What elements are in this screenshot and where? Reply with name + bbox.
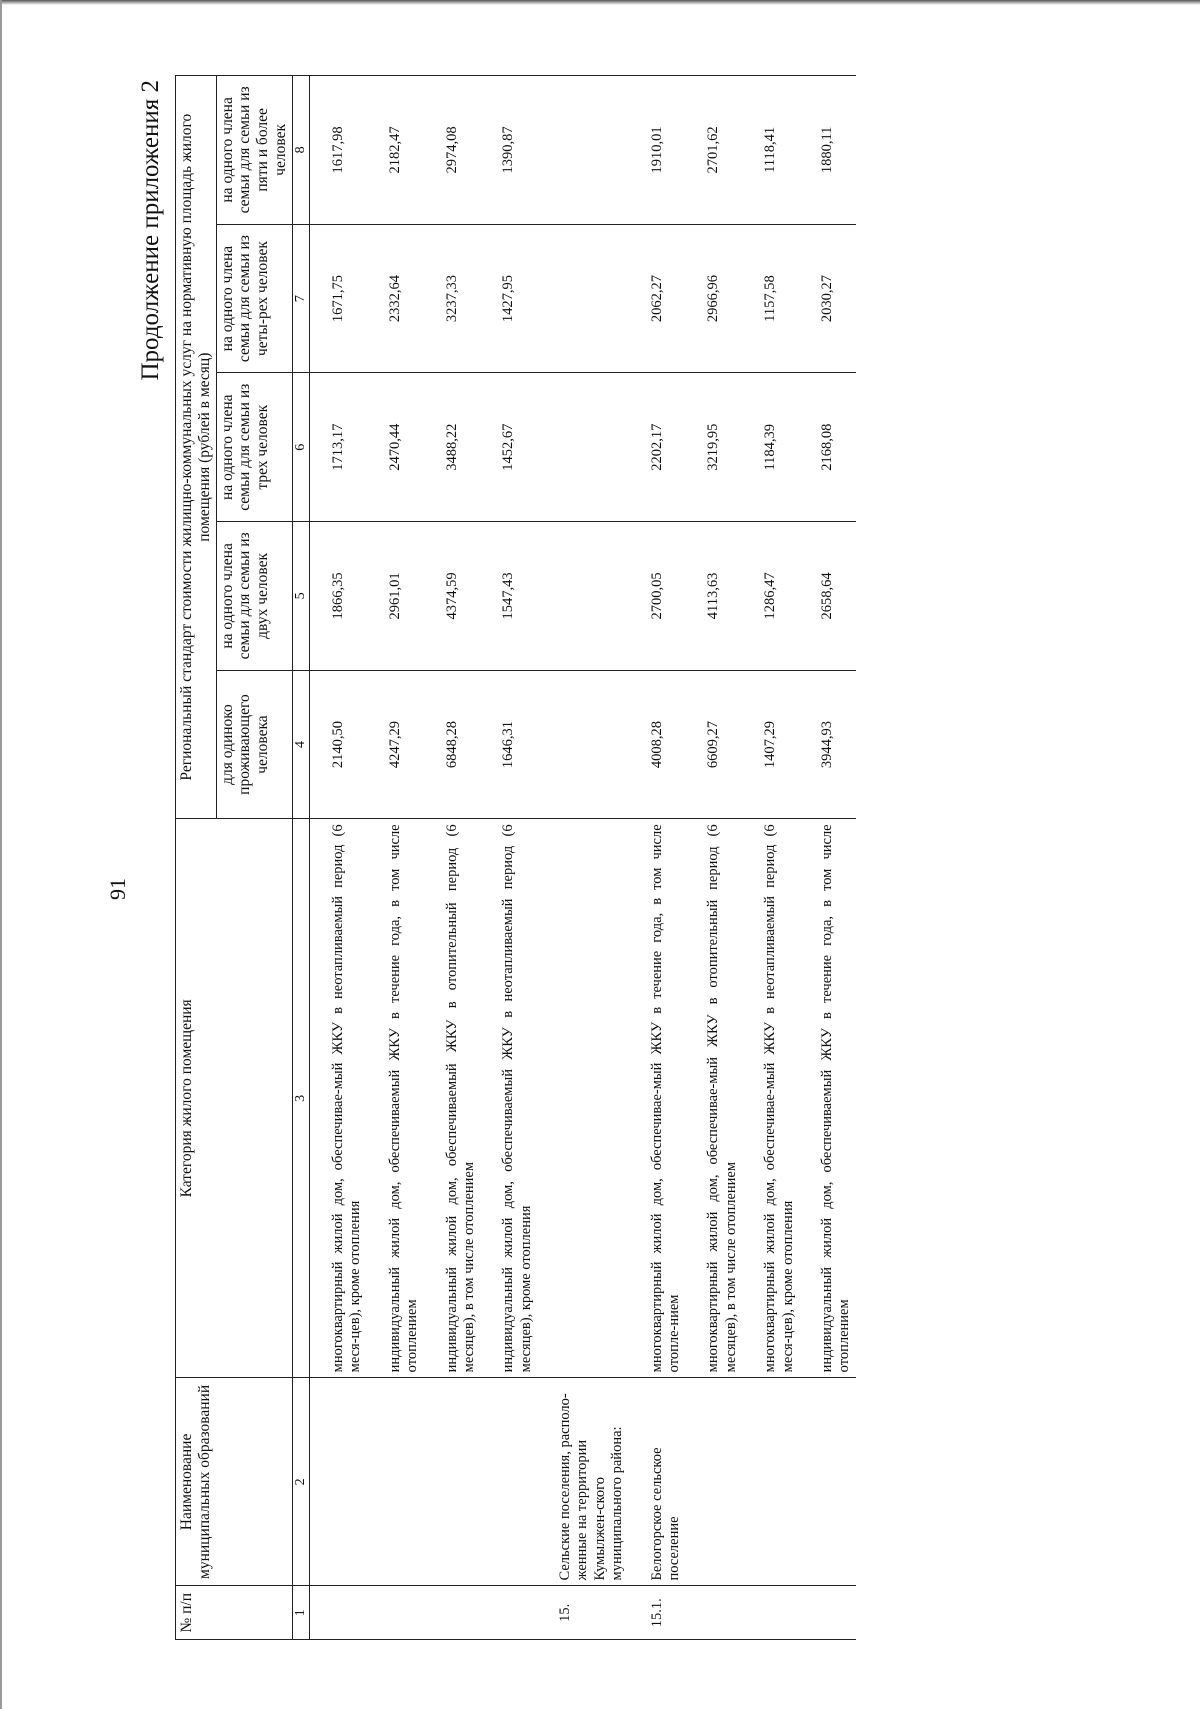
- value-single: 4247,29: [385, 670, 424, 819]
- page-number: 91: [105, 878, 130, 900]
- value-two: [555, 522, 629, 671]
- header-sub-2: на одного члена семьи для семьи из двух человек: [216, 522, 292, 671]
- row-category: индивидуальный жилой дом, обеспечиваемый ЖКУ в отопительный период (6 месяцев), в том числе отоплением: [442, 819, 481, 1378]
- row-name: [385, 1378, 424, 1586]
- value-three: 3488,22: [442, 373, 481, 522]
- value-four: 1157,58: [760, 224, 799, 373]
- row-num: 15.1.: [647, 1586, 686, 1640]
- row-name: [817, 1378, 856, 1586]
- table-row: [760, 76, 799, 1640]
- value-five-plus: 1910,01: [647, 76, 686, 225]
- row-category: индивидуальный жилой дом, обеспечиваемый ЖКУ в течение года, в том числе отоплением: [817, 819, 856, 1378]
- appendix-title: Продолжение приложения 2: [137, 80, 164, 381]
- value-five-plus: 1617,98: [328, 76, 367, 225]
- row-category: многоквартирный жилой дом, обеспечивае-мый ЖКУ в течение года, в том числе отопле-нием: [647, 819, 686, 1378]
- value-single: 4008,28: [647, 670, 686, 819]
- table-row: [555, 76, 629, 1640]
- table-header: [176, 76, 310, 1640]
- row-name: [442, 1378, 481, 1586]
- row-name: [760, 1378, 799, 1586]
- row-num: 15.: [555, 1586, 629, 1640]
- value-single: 1407,29: [760, 670, 799, 819]
- value-two: 2700,05: [647, 522, 686, 671]
- table-row: [328, 76, 367, 1640]
- column-number: 2: [292, 1378, 309, 1586]
- value-four: 3237,33: [442, 224, 481, 373]
- rotated-page: [75, 40, 1125, 1660]
- value-four: 2030,27: [817, 224, 856, 373]
- column-number: 7: [292, 224, 309, 373]
- value-single: 6848,28: [442, 670, 481, 819]
- header-sub-1: для одиноко проживающего человека: [216, 670, 292, 819]
- table-body: [309, 76, 855, 1640]
- column-number: 5: [292, 522, 309, 671]
- table-row: [817, 76, 856, 1640]
- header-sub-5: на одного члена семьи для семьи из пяти и более человек: [216, 76, 292, 225]
- row-category: многоквартирный жилой дом, обеспечивае-мый ЖКУ в неотапливаемый период (6 меся-цев), кроме отопления: [760, 819, 799, 1378]
- value-five-plus: 1118,41: [760, 76, 799, 225]
- value-three: 3219,95: [703, 373, 742, 522]
- value-single: 6609,27: [703, 670, 742, 819]
- table-row: [647, 76, 686, 1640]
- row-category: индивидуальный жилой дом, обеспечиваемый ЖКУ в течение года, в том числе отоплением: [385, 819, 424, 1378]
- value-five-plus: 1390,87: [498, 76, 537, 225]
- value-three: 1713,17: [328, 373, 367, 522]
- row-name: [703, 1378, 742, 1586]
- row-category: индивидуальный жилой дом, обеспечиваемый ЖКУ в неотапливаемый период (6 месяцев), кроме отопления: [498, 819, 537, 1378]
- row-num: [385, 1586, 424, 1640]
- header-sub-4: на одного члена семьи для семьи из четы-рех человек: [216, 224, 292, 373]
- table-row: [703, 76, 742, 1640]
- row-name: [328, 1378, 367, 1586]
- value-four: 2062,27: [647, 224, 686, 373]
- value-five-plus: 1880,11: [817, 76, 856, 225]
- column-number-row: [292, 76, 309, 1640]
- row-num: [328, 1586, 367, 1640]
- row-name: Сельские поселения, располо-женные на территории Кумылжен-ского муниципального района:: [555, 1378, 629, 1586]
- value-three: 2202,17: [647, 373, 686, 522]
- header-category: Категория жилого помещения: [176, 819, 293, 1378]
- scan-edge-left: [0, 0, 2, 1709]
- value-two: 1286,47: [760, 522, 799, 671]
- table-row: [498, 76, 537, 1640]
- value-four: 1671,75: [328, 224, 367, 373]
- value-three: 2168,08: [817, 373, 856, 522]
- value-two: 4113,63: [703, 522, 742, 671]
- row-num: [817, 1586, 856, 1640]
- row-num: [760, 1586, 799, 1640]
- table-row: [385, 76, 424, 1640]
- value-three: 1184,39: [760, 373, 799, 522]
- header-sub-3: на одного члена семьи для семьи из трех человек: [216, 373, 292, 522]
- value-five-plus: [555, 76, 629, 225]
- value-three: [555, 373, 629, 522]
- value-three: 1452,67: [498, 373, 537, 522]
- value-single: [555, 670, 629, 819]
- value-two: 4374,59: [442, 522, 481, 671]
- column-number: 4: [292, 670, 309, 819]
- header-standard: Региональный стандарт стоимости жилищно-коммунальных услуг на нормативную площадь жилого помещения (рублей в месяц): [176, 76, 217, 819]
- value-four: 2332,64: [385, 224, 424, 373]
- column-number: 6: [292, 373, 309, 522]
- column-number: 1: [292, 1586, 309, 1640]
- standards-table: [175, 75, 856, 1640]
- value-five-plus: 2182,47: [385, 76, 424, 225]
- value-single: 1646,31: [498, 670, 537, 819]
- value-four: [555, 224, 629, 373]
- row-name: [498, 1378, 537, 1586]
- column-number: 3: [292, 819, 309, 1378]
- table-row: [442, 76, 481, 1640]
- value-two: 1866,35: [328, 522, 367, 671]
- value-three: 2470,44: [385, 373, 424, 522]
- value-four: 2966,96: [703, 224, 742, 373]
- row-name: Белогорское сельское поселение: [647, 1378, 686, 1586]
- row-category: [555, 819, 629, 1378]
- header-num: № п/п: [176, 1586, 293, 1640]
- value-two: 1547,43: [498, 522, 537, 671]
- row-category: многоквартирный жилой дом, обеспечивае-мый ЖКУ в отопительный период (6 месяцев), в том числе отоплением: [703, 819, 742, 1378]
- row-num: [703, 1586, 742, 1640]
- header-name: Наименование муниципальных образований: [176, 1378, 293, 1586]
- value-single: 3944,93: [817, 670, 856, 819]
- row-num: [498, 1586, 537, 1640]
- value-five-plus: 2701,62: [703, 76, 742, 225]
- column-number: 8: [292, 76, 309, 225]
- row-category: многоквартирный жилой дом, обеспечивае-мый ЖКУ в неотапливаемый период (6 меся-цев), кроме отопления: [328, 819, 367, 1378]
- value-five-plus: 2974,08: [442, 76, 481, 225]
- value-four: 1427,95: [498, 224, 537, 373]
- value-single: 2140,50: [328, 670, 367, 819]
- value-two: 2658,64: [817, 522, 856, 671]
- value-two: 2961,01: [385, 522, 424, 671]
- scan-edge-top: [0, 0, 1200, 5]
- row-num: [442, 1586, 481, 1640]
